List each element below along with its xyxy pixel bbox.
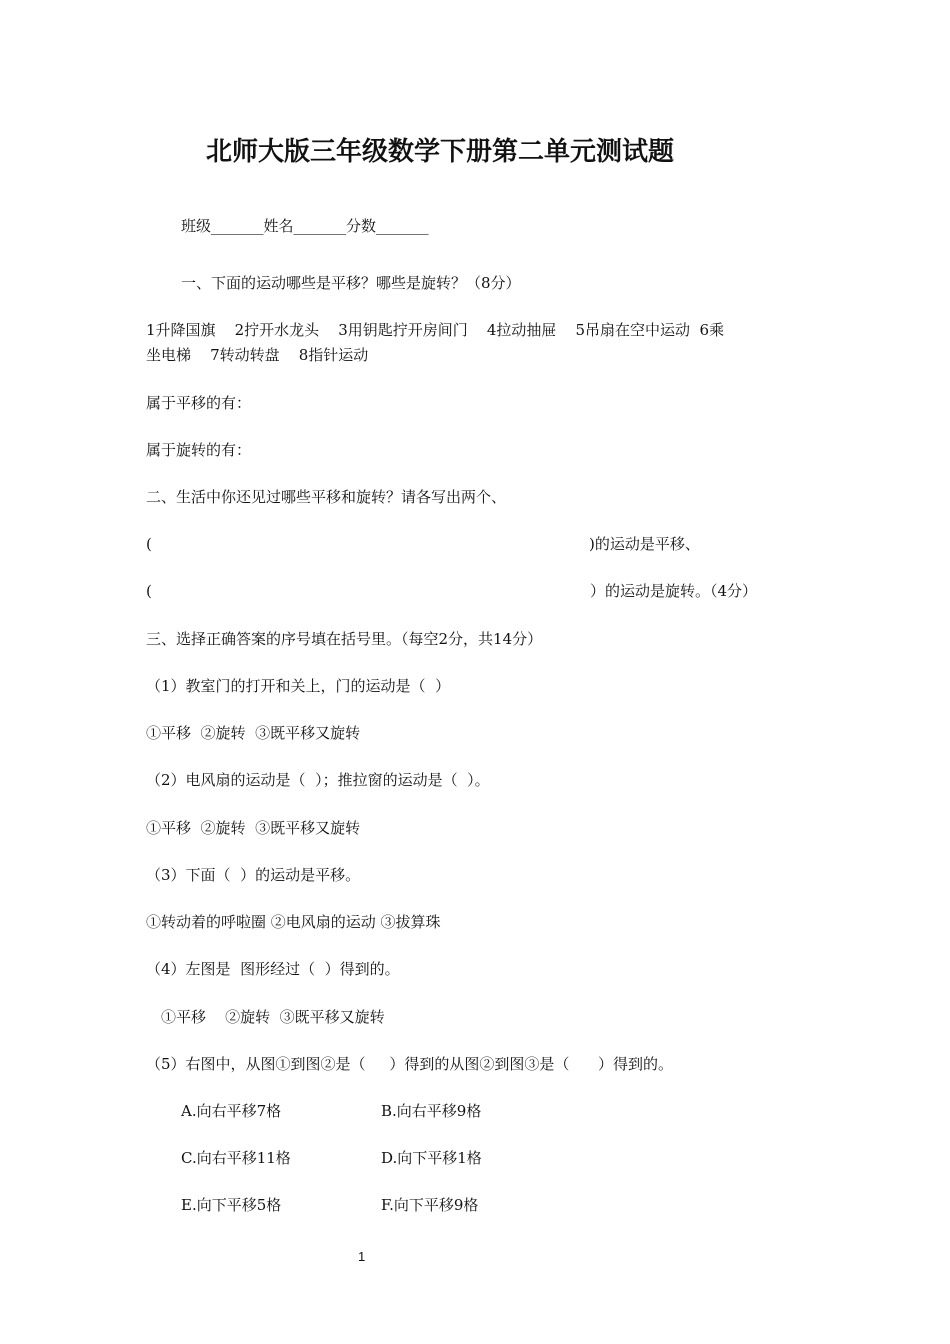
question-1-options: ①平移 ②旋转 ③既平移又旋转 — [146, 724, 361, 742]
page-number: 1 — [358, 1249, 366, 1264]
question-5-option: F.向下平移9格 — [381, 1196, 479, 1214]
rotation-answer-label: 属于旋转的有： — [146, 441, 252, 459]
student-info-line: 班级_______姓名_______分数_______ — [181, 217, 429, 235]
question-5-option: A.向右平移7格 — [181, 1102, 282, 1120]
question-5: （5）右图中，从图①到图②是（ ）得到的从图②到图③是（ ）得到的。 — [146, 1055, 673, 1073]
section2-heading: 二、生活中你还见过哪些平移和旋转？请各写出两个、 — [146, 488, 507, 506]
question-4-options: ①平移 ②旋转 ③既平移又旋转 — [161, 1008, 385, 1026]
question-2-options: ①平移 ②旋转 ③既平移又旋转 — [146, 819, 361, 837]
section1-items-line2: 坐电梯 7转动转盘 8指针运动 — [146, 346, 369, 364]
question-5-option: E.向下平移5格 — [181, 1196, 282, 1214]
section1-items-line1: 1升降国旗 2拧开水龙头 3用钥匙拧开房间门 4拉动抽屉 5吊扇在空中运动 6乘 — [146, 321, 725, 339]
question-3-options: ①转动着的呼啦圈 ②电风扇的运动 ③拔算珠 — [146, 913, 441, 931]
section2-line1-text: )的运动是平移、 — [589, 535, 700, 553]
question-5-option: B.向右平移9格 — [381, 1102, 482, 1120]
question-5-option: D.向下平移1格 — [381, 1149, 482, 1167]
section1-heading: 一、下面的运动哪些是平移？哪些是旋转？（8分） — [181, 274, 521, 292]
question-5-option: C.向右平移11格 — [181, 1149, 291, 1167]
section2-line2-open-paren: ( — [146, 582, 152, 600]
page-title: 北师大版三年级数学下册第二单元测试题 — [205, 137, 674, 167]
question-4: （4）左图是 图形经过（ ）得到的。 — [146, 960, 400, 978]
question-3: （3）下面（ ）的运动是平移。 — [146, 866, 361, 884]
section2-line1-open-paren: ( — [146, 535, 152, 553]
translation-answer-label: 属于平移的有： — [146, 394, 252, 412]
section3-heading: 三、选择正确答案的序号填在括号里。（每空2分，共14分） — [146, 630, 543, 648]
question-2: （2）电风扇的运动是（ ）；推拉窗的运动是（ ）。 — [146, 771, 490, 789]
section2-line2-text: ）的运动是旋转。（4分） — [590, 582, 758, 600]
question-1: （1）教室门的打开和关上，门的运动是（ ） — [146, 677, 451, 695]
